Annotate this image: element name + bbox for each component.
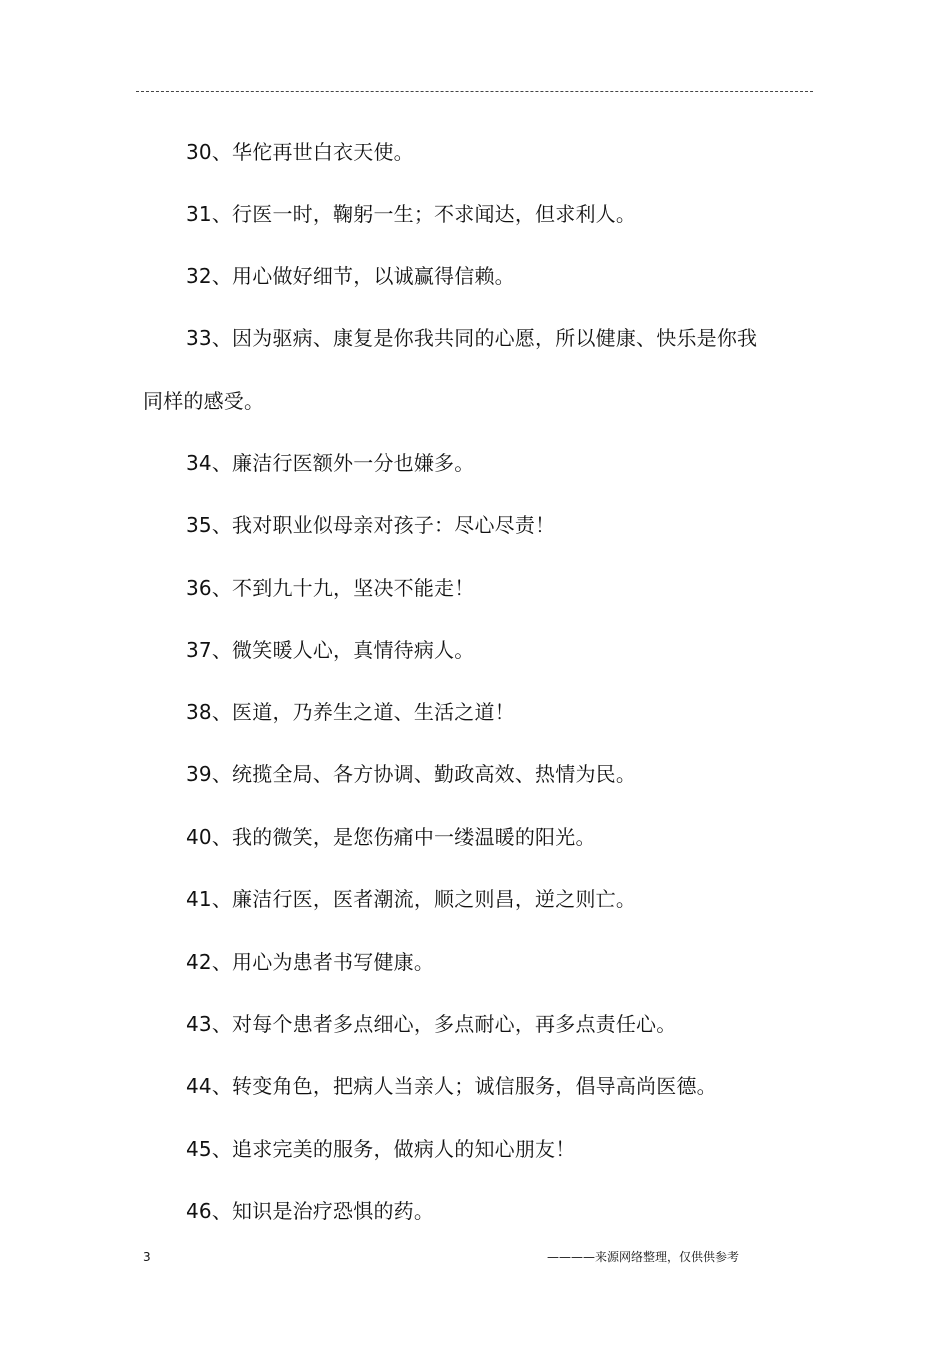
text-line: 35、我对职业似母亲对孩子：尽心尽责！ — [186, 513, 556, 537]
text-line: 32、用心做好细节，以诚赢得信赖。 — [186, 264, 515, 288]
text-line: 33、因为驱病、康复是你我共同的心愿，所以健康、快乐是你我 — [186, 326, 758, 350]
text-line: 42、用心为患者书写健康。 — [186, 950, 435, 974]
text-line: 36、不到九十九，坚决不能走！ — [186, 576, 475, 600]
text-line: 31、行医一时，鞠躬一生；不求闻达，但求利人。 — [186, 202, 637, 226]
text-line: 46、知识是治疗恐惧的药。 — [186, 1199, 435, 1223]
text-line: 同样的感受。 — [143, 389, 265, 413]
text-line: 38、医道，乃养生之道、生活之道！ — [186, 700, 515, 724]
text-line: 45、追求完美的服务，做病人的知心朋友！ — [186, 1137, 576, 1161]
text-line: 34、廉洁行医额外一分也嫌多。 — [186, 451, 475, 475]
text-line: 43、对每个患者多点细心，多点耐心，再多点责任心。 — [186, 1012, 677, 1036]
text-line: 37、微笑暖人心，真情待病人。 — [186, 638, 475, 662]
text-line: 30、华佗再世白衣天使。 — [186, 140, 414, 164]
text-line: 39、统揽全局、各方协调、勤政高效、热情为民。 — [186, 762, 637, 786]
text-line: 41、廉洁行医，医者潮流，顺之则昌，逆之则亡。 — [186, 887, 637, 911]
page-number: 3 — [143, 1250, 151, 1264]
header-dashed-rule — [136, 91, 813, 92]
text-line: 40、我的微笑，是您伤痛中一缕温暖的阳光。 — [186, 825, 596, 849]
footer-source-note: ————来源网络整理，仅供供参考 — [547, 1250, 740, 1264]
text-line: 44、转变角色，把病人当亲人；诚信服务，倡导高尚医德。 — [186, 1074, 717, 1098]
